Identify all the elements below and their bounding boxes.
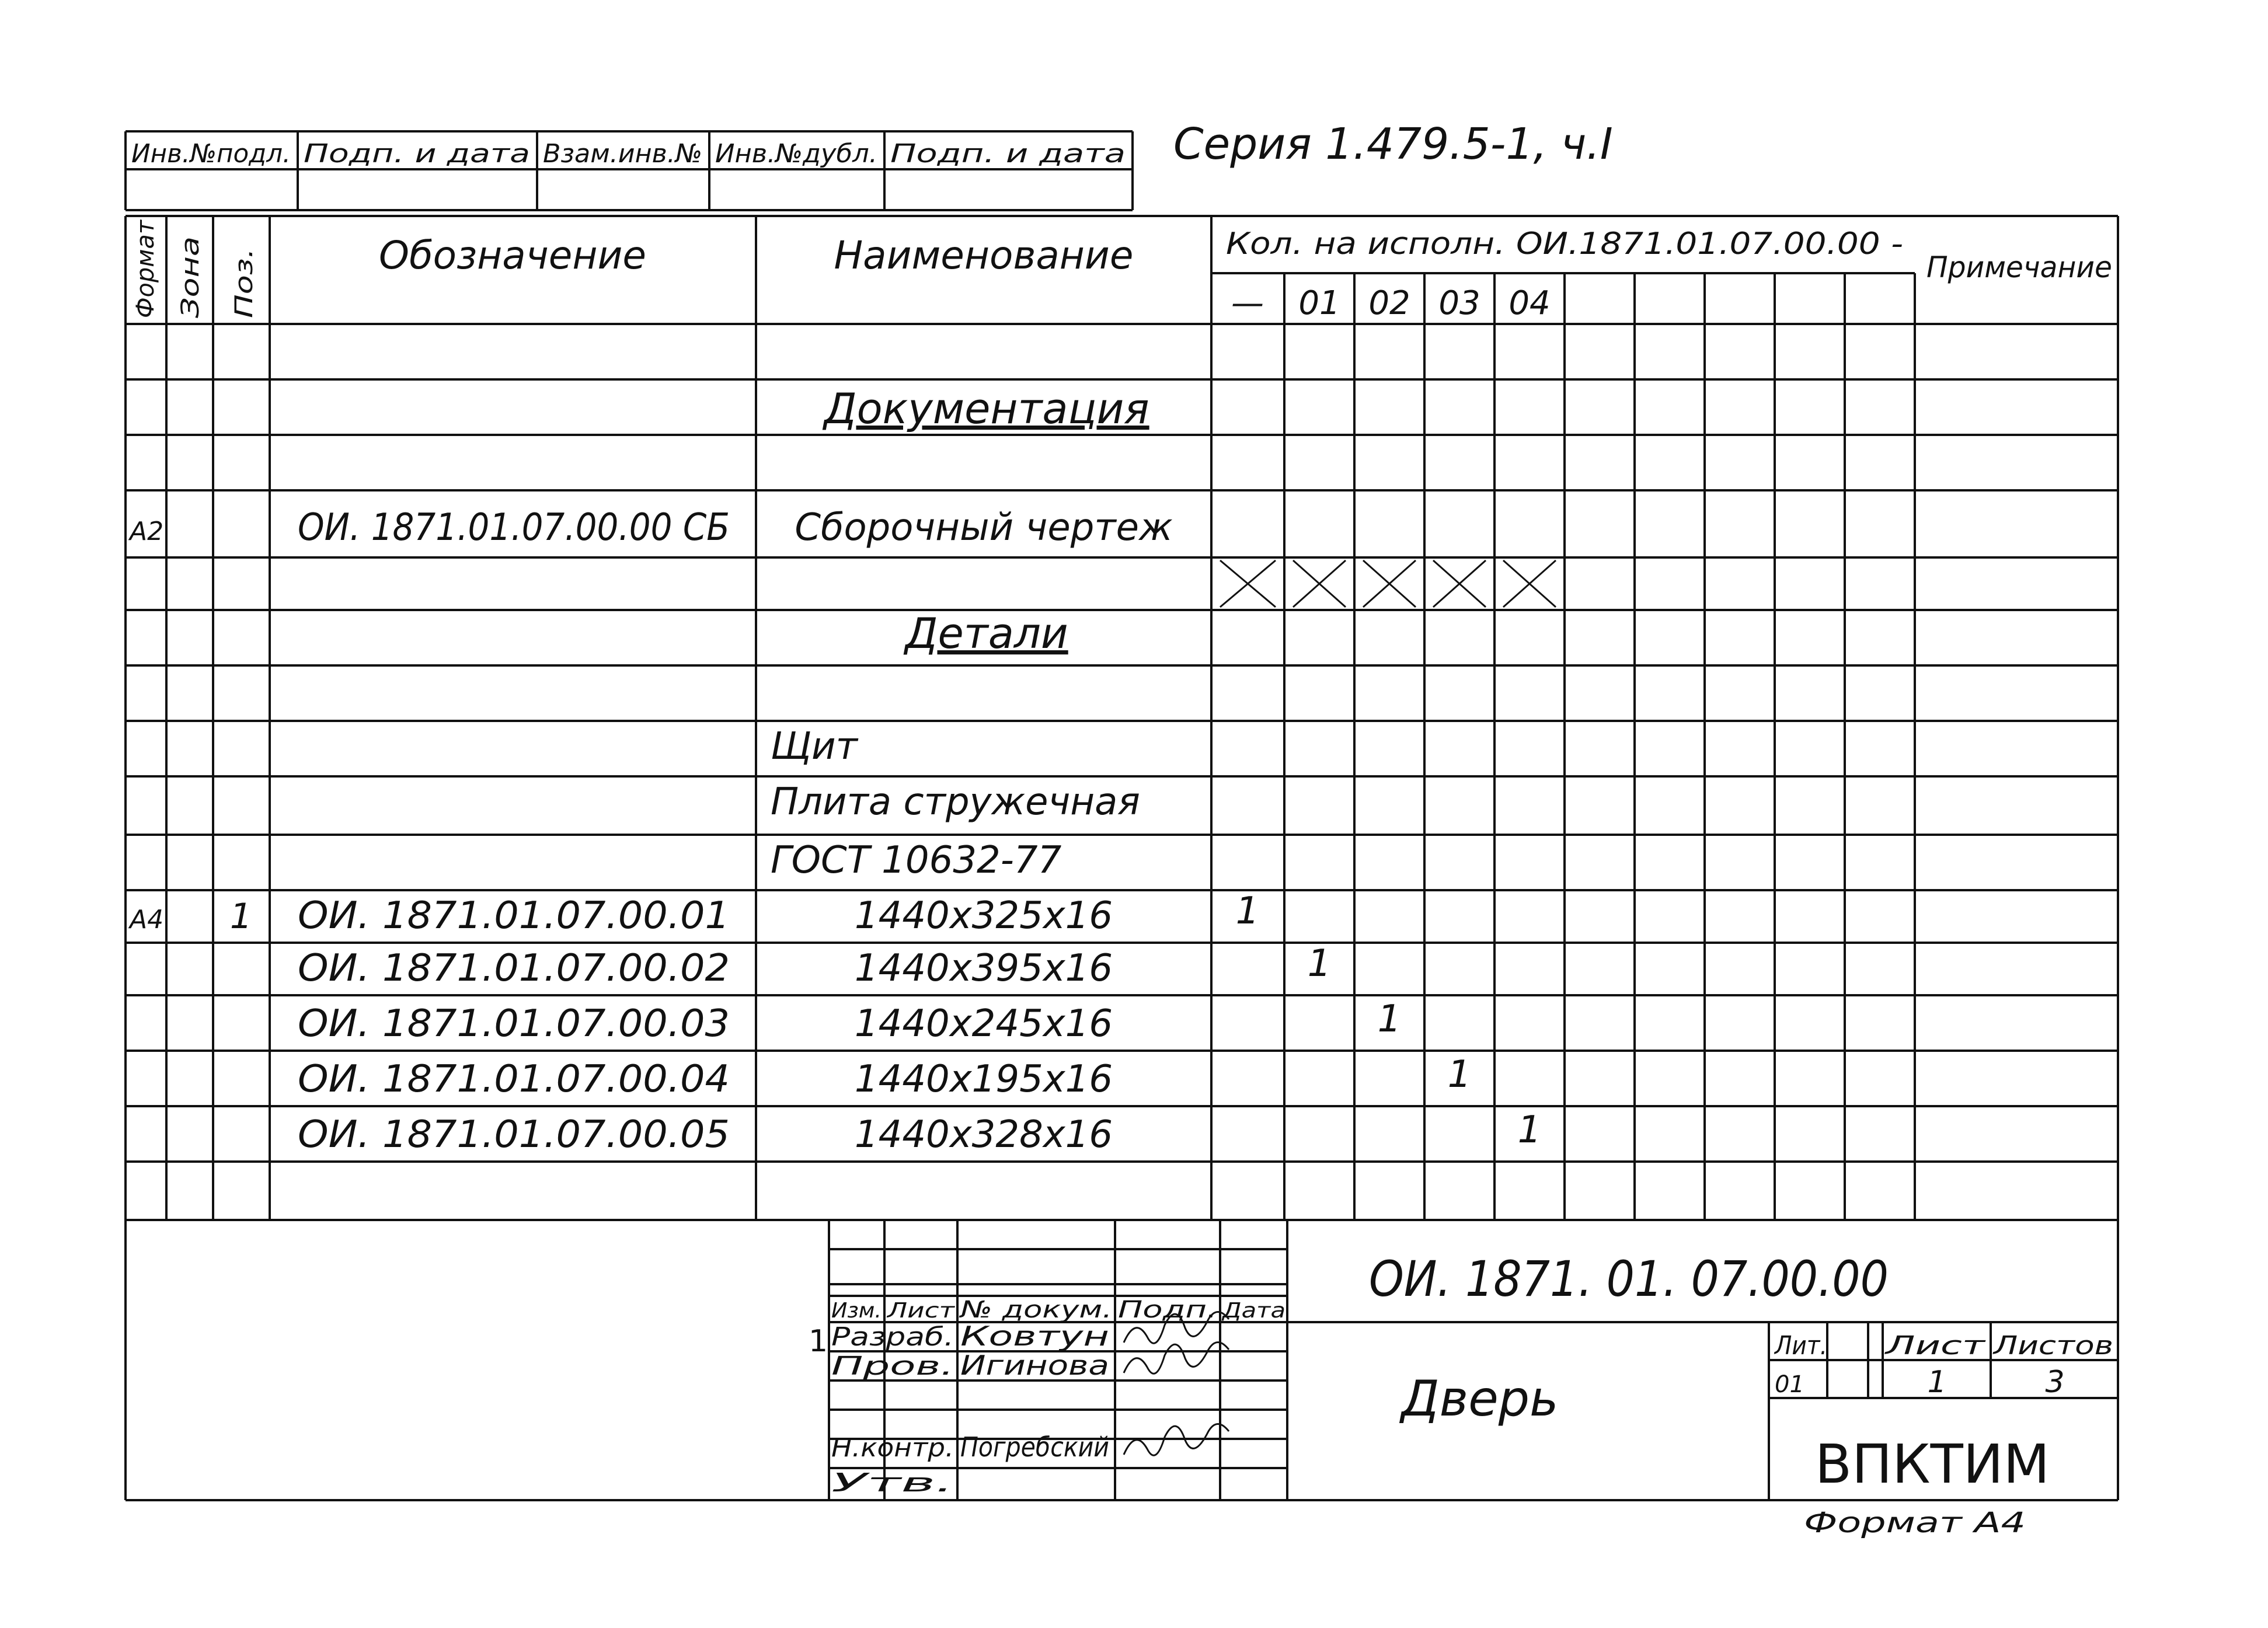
person-role-0: Разраб. — [831, 1322, 954, 1352]
row-designation-10: ОИ. 1871.01.07.00.05 — [298, 1113, 730, 1156]
revision-mark: 1 — [809, 1324, 828, 1359]
lit-label: Лит. — [1774, 1331, 1827, 1361]
person-name-1: Игинова — [960, 1350, 1109, 1381]
stamp-label-1: Подп. и дата — [304, 139, 530, 169]
header-designation: Обозначение — [379, 233, 646, 278]
table-texts — [128, 119, 2113, 1539]
row-name-3: Щит — [771, 725, 858, 768]
signature-1 — [1124, 1343, 1229, 1374]
qty-col-2: 02 — [1368, 284, 1410, 322]
person-name-0: Ковтун — [960, 1320, 1109, 1352]
header-zone: Зона — [176, 256, 204, 318]
row-designation-7: ОИ. 1871.01.07.00.02 — [298, 947, 730, 990]
row-designation-8: ОИ. 1871.01.07.00.03 — [298, 1002, 730, 1045]
stamp-label-4: Подп. и дата — [890, 139, 1126, 169]
tb-header-sign: Подп. — [1118, 1296, 1217, 1323]
header-qty: Кол. на исполн. ОИ.1871.01.07.00.00 - — [1226, 226, 1903, 262]
row-pos-6: 1 — [229, 896, 253, 937]
person-name-2: Погребский — [960, 1431, 1109, 1463]
stamp-label-0: Инв.№подл. — [131, 139, 291, 169]
qty-value-10: 1 — [1517, 1108, 1542, 1152]
lit-value: 01 — [1775, 1371, 1804, 1398]
row-name-9: 1440x195x16 — [854, 1058, 1113, 1101]
stamp-label-2: Взам.инв.№ — [543, 139, 702, 169]
header-format: Формат — [131, 218, 159, 318]
tb-header-date: Дата — [1221, 1299, 1285, 1323]
qty-col-4: 04 — [1508, 284, 1551, 322]
person-role-3: Утв. — [831, 1468, 954, 1498]
header-note: Примечание — [1926, 250, 2112, 284]
row-name-10: 1440x328x16 — [854, 1113, 1113, 1156]
row-designation-1: ОИ. 1871.01.07.00.00 СБ — [298, 506, 730, 549]
row-designation-6: ОИ. 1871.01.07.00.01 — [298, 894, 730, 937]
row-format-1: A2 — [130, 517, 164, 546]
document-code: ОИ. 1871. 01. 07.00.00 — [1369, 1250, 1889, 1308]
row-name-8: 1440x245x16 — [854, 1002, 1113, 1045]
document-title: Дверь — [1401, 1370, 1559, 1427]
qty-col-0: — — [1231, 284, 1264, 322]
section-title-0: Документация — [824, 384, 1149, 433]
person-role-2: Н.контр. — [831, 1433, 954, 1463]
person-role-1: Пров. — [831, 1351, 954, 1381]
sheets-label: Листов — [1992, 1331, 2113, 1361]
sheets-value: 3 — [2045, 1365, 2065, 1400]
series-label: Серия 1.479.5-1, ч.I — [1173, 119, 1613, 169]
stamp-label-3: Инв.№дубл. — [715, 139, 877, 169]
row-format-6: A4 — [130, 905, 164, 935]
tb-header-izm: Изм. — [831, 1299, 882, 1323]
header-name: Наименование — [834, 233, 1134, 278]
row-name-7: 1440x395x16 — [854, 947, 1113, 990]
tb-header-doc: № докум. — [959, 1296, 1112, 1323]
row-name-1: Сборочный чертеж — [795, 506, 1173, 549]
qty-col-3: 03 — [1438, 284, 1480, 322]
qty-value-9: 1 — [1447, 1053, 1472, 1096]
sheet-value: 1 — [1927, 1365, 1947, 1400]
format-label: Формат А4 — [1804, 1507, 2026, 1539]
row-name-4: Плита стружечная — [771, 780, 1140, 824]
tb-header-list: Лист — [886, 1299, 956, 1323]
qty-col-1: 01 — [1298, 284, 1340, 322]
row-name-6: 1440x325x16 — [854, 894, 1113, 937]
header-pos: Поз. — [229, 264, 258, 318]
qty-value-8: 1 — [1377, 998, 1402, 1041]
qty-value-6: 1 — [1235, 890, 1260, 933]
row-designation-9: ОИ. 1871.01.07.00.04 — [298, 1058, 730, 1101]
row-name-5: ГОСТ 10632-77 — [771, 839, 1062, 882]
organization: ВПКТИМ — [1814, 1433, 2050, 1495]
section-title-2: Детали — [905, 609, 1068, 658]
sheet-label: Лист — [1883, 1331, 1987, 1361]
qty-value-7: 1 — [1307, 942, 1332, 985]
